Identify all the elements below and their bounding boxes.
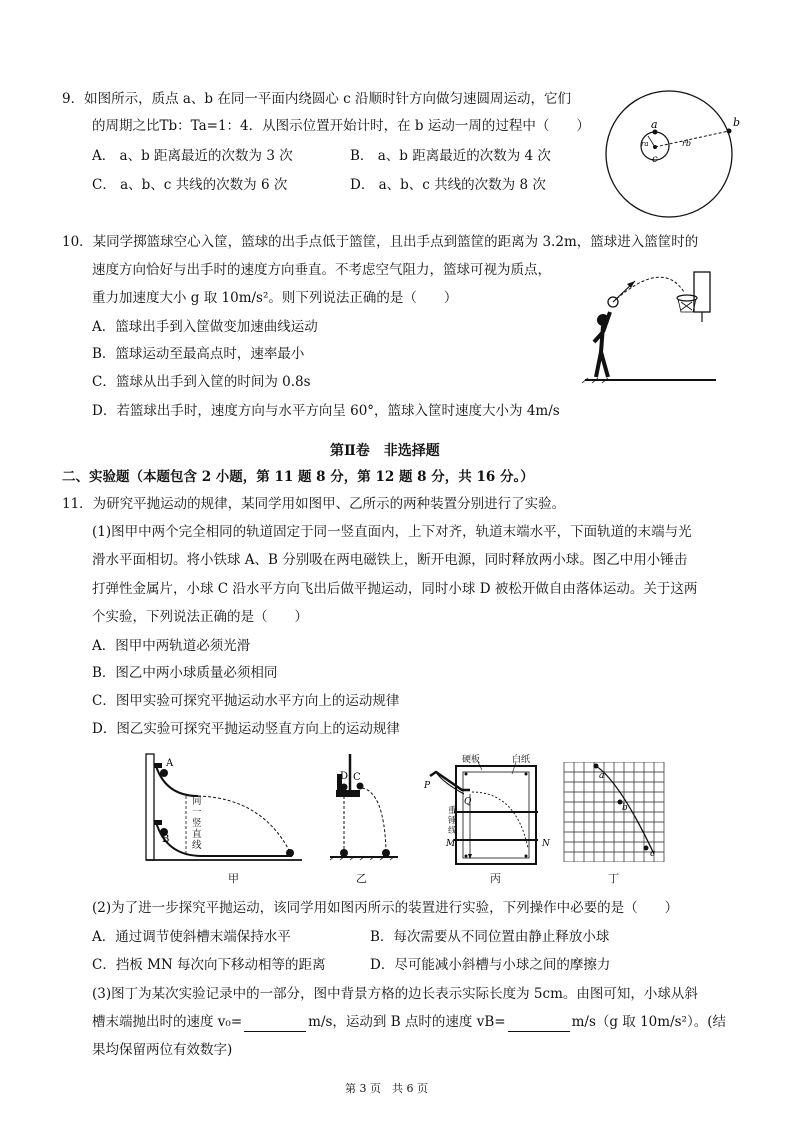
ball-trajectory xyxy=(613,277,684,302)
q11-part3-line3: 果均保留两位有效数字) xyxy=(92,1042,233,1058)
ball-C-landed xyxy=(382,849,390,857)
part2-title: 第Ⅱ卷 非选择题 xyxy=(330,443,440,459)
radius-ra xyxy=(648,136,655,147)
q9-option-c: C． a、b、c 共线的次数为 6 次 xyxy=(92,177,288,193)
q10-option-a: A．篮球出手到入筐做变加速曲线运动 xyxy=(92,319,318,335)
q9-option-b: B． a、b 距离最近的次数为 4 次 xyxy=(350,148,551,164)
caption-bing: 丙 xyxy=(490,872,501,885)
label-P: P xyxy=(424,781,431,791)
label-B: B xyxy=(162,834,170,845)
figure-ding xyxy=(562,762,670,862)
outer-orbit xyxy=(606,91,732,217)
label-M: M xyxy=(446,839,456,849)
caption-jia: 甲 xyxy=(228,872,239,885)
q10-option-c: C．篮球从出手到入筐的时间为 0.8s xyxy=(92,374,311,390)
vb-answer-blank[interactable] xyxy=(508,1013,570,1032)
pin-1 xyxy=(465,773,468,776)
jia-vertical-label: 同一竖直线 xyxy=(192,796,202,851)
q11-part1-line1: (1)图甲中两个完全相同的轨道固定于同一竖直面内，上下对齐，轨道末端水平，下面轨道的末端与光 xyxy=(92,524,692,540)
label-N: N xyxy=(542,839,550,849)
radius-rb xyxy=(655,131,729,147)
q11-part3-line1: (3)图丁为某次实验记录中的一部分，图中背景方格的边长表示实际长度为 5cm。由图可知，小球从斜 xyxy=(92,986,698,1002)
q10-stem-line3: 重力加速度大小 g 取 10m/s²。则下列说法正确的是（ ） xyxy=(92,290,458,306)
ball-D-landed xyxy=(340,849,348,857)
q9-option-d: D． a、b、c 共线的次数为 8 次 xyxy=(350,177,546,193)
q11-part3-line2 xyxy=(92,1013,726,1032)
label-C: C xyxy=(353,772,361,783)
landed-ball xyxy=(286,849,294,857)
q11-option-a: A．图甲中两轨道必须光滑 xyxy=(92,638,251,654)
label-c: c xyxy=(652,154,658,165)
q10-option-b: B．篮球运动至最高点时，速率最小 xyxy=(92,346,305,362)
q11-part1-line2: 滑水平面相切。将小铁球 A、B 分别吸在两电磁铁上，断开电源，同时释放两小球。图乙中用小锤击 xyxy=(92,552,688,568)
figure-jia xyxy=(142,752,312,877)
label-rb: rb xyxy=(682,139,691,148)
backboard xyxy=(694,272,710,312)
q11-stem: 11．为研究平抛运动的规律，某同学用如图甲、乙所示的两种装置分别进行了实验。 xyxy=(62,496,566,512)
ding-grid xyxy=(564,762,664,862)
ball-A xyxy=(160,769,168,777)
pin-2 xyxy=(525,773,528,776)
vb-prompt: m/s，运动到 B 点时的速度 vB= xyxy=(308,1014,506,1030)
q9-option-a: A． a、b 距离最近的次数为 3 次 xyxy=(92,148,293,164)
q9-stem-line1: 9．如图所示，质点 a、b 在同一平面内绕圆心 c 沿顺时针方向做匀速圆周运动，它们 xyxy=(62,91,572,107)
bing-paper-label: 白纸 xyxy=(512,755,531,765)
label-b: b xyxy=(733,116,741,129)
figure-yi xyxy=(322,752,402,867)
q11-part1-line4: 个实验，下列说法正确的是（ ） xyxy=(92,609,308,625)
q11-part2-option-b: B．每次需要从不同位置由静止释放小球 xyxy=(370,929,610,945)
label-a: a xyxy=(651,118,658,131)
q11-option-b: B．图乙中两小球质量必须相同 xyxy=(92,665,278,681)
q11-part2-option-c: C．挡板 MN 每次向下移动相等的距离 xyxy=(92,957,326,973)
elastic-plate xyxy=(336,790,360,797)
ding-label-c: c xyxy=(650,849,656,859)
figure-bing xyxy=(420,752,560,872)
page-footer: 第 3 页 共 6 页 xyxy=(345,1082,428,1095)
ding-label-a: a xyxy=(599,771,605,781)
q10-option-d: D．若篮球出手时，速度方向与水平方向呈 60°，篮球入筐时速度大小为 4m/s xyxy=(92,403,560,419)
support-stand xyxy=(146,754,154,860)
label-Q: Q xyxy=(464,797,472,807)
ball-D xyxy=(341,784,348,791)
lower-track xyxy=(156,822,292,856)
projectile-path xyxy=(198,796,290,852)
v0-answer-blank[interactable] xyxy=(244,1013,306,1032)
q10-stem-line2: 速度方向恰好与出手时的速度方向垂直。不考虑空气阻力，篮球可视为质点， xyxy=(92,262,551,278)
bing-plumb-label: 重锤线 xyxy=(448,806,457,836)
q11-part2-option-d: D．尽可能减小斜槽与小球之间的摩擦力 xyxy=(370,957,611,973)
q10-basketball-figure xyxy=(580,262,720,384)
magnet-A xyxy=(154,763,162,768)
q11-part2-stem: (2)为了进一步探究平抛运动，该同学用如图丙所示的装置进行实验，下列操作中必要的是（ ） xyxy=(92,900,679,916)
q11-option-d: D．图乙实验可探究平抛运动竖直方向上的运动规律 xyxy=(92,721,400,737)
q11-option-c: C．图甲实验可探究平抛运动水平方向上的运动规律 xyxy=(92,693,400,709)
pin-4 xyxy=(525,855,528,858)
yi-projectile-path xyxy=(362,788,386,850)
g-note: m/s（g 取 10m/s²）。(结 xyxy=(571,1014,726,1030)
pin-3 xyxy=(465,855,468,858)
white-paper xyxy=(463,772,529,858)
ding-point-a xyxy=(594,764,599,769)
q9-stem-line2: 的周期之比Tb：Ta=1：4．从图示位置开始计时，在 b 运动一周的过程中（ ） xyxy=(92,118,590,134)
q11-part1-line3: 打弹性金属片，小球 C 沿水平方向飞出后做平抛运动，同时小球 D 被松开做自由落体运动。关于这两 xyxy=(92,581,698,597)
caption-ding: 丁 xyxy=(608,872,619,885)
label-D: D xyxy=(340,771,349,782)
caption-yi: 乙 xyxy=(356,872,367,885)
magnet-B xyxy=(154,820,162,825)
v0-prompt: 槽末端抛出时的速度 v₀= xyxy=(92,1014,243,1030)
ding-label-b: b xyxy=(622,803,628,813)
q9-circle-figure xyxy=(596,84,746,224)
section-experiment-heading: 二、实验题（本题包含 2 小题，第 11 题 8 分，第 12 题 8 分，共 16 分。） xyxy=(62,469,534,485)
label-ra: ra xyxy=(641,140,649,148)
q11-part2-option-a: A．通过调节使斜槽末端保持水平 xyxy=(92,929,291,945)
ding-point-c xyxy=(644,846,649,851)
q10-stem-line1: 10．某同学掷篮球空心入筐，篮球的出手点低于篮筐，且出手点到篮筐的距离为 3.2m，篮球进入篮筐时的 xyxy=(62,234,699,250)
label-A: A xyxy=(166,758,174,769)
bing-board-label: 硬板 xyxy=(462,755,481,765)
